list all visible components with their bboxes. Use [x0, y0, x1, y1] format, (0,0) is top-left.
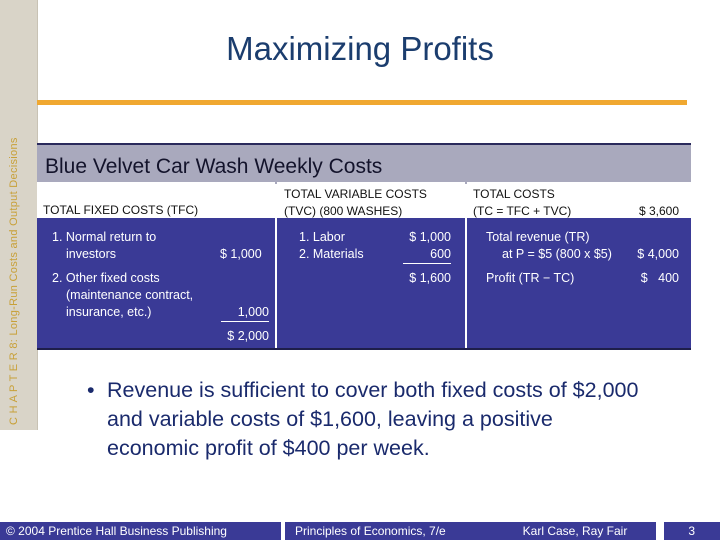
fixed-item2-line1: 2. Other fixed costs	[52, 271, 160, 285]
variable-item1-label: 1. Labor	[299, 230, 345, 244]
fixed-total: $ 2,000	[227, 329, 269, 343]
revenue-label-line2: at P = $5 (800 x $5)	[502, 247, 612, 261]
profit-label: Profit (TR − TC)	[486, 271, 575, 285]
fixed-item2-value: 1,000	[221, 304, 269, 322]
fixed-item1-value: $ 1,000	[220, 247, 262, 261]
total-costs-header-line2: (TC = TFC + TVC)	[473, 204, 572, 218]
variable-item2-label: 2. Materials	[299, 247, 364, 261]
cost-table	[37, 184, 691, 350]
page-number-value: 3	[688, 524, 695, 538]
fixed-item2-line2: (maintenance contract,	[66, 288, 194, 302]
bullet-marker: •	[87, 378, 95, 402]
chapter-label: C H A P T E R 8: Long-Run Costs and Output Decisions	[8, 137, 20, 425]
revenue-value: $ 4,000	[637, 247, 679, 261]
fixed-costs-header-cell	[37, 182, 275, 218]
variable-costs-header-line2: (TVC) (800 WASHES)	[284, 204, 403, 218]
variable-costs-header-line1: TOTAL VARIABLE COSTS	[284, 187, 427, 201]
footer-book: Principles of Economics, 7/e	[285, 522, 495, 540]
variable-item2-value: 600	[403, 246, 451, 264]
fixed-item1-line1: 1. Normal return to	[52, 230, 157, 244]
total-costs-header-value: $ 3,600	[638, 204, 679, 218]
variable-item1-value: $ 1,000	[409, 230, 451, 244]
footer-authors: Karl Case, Ray Fair	[494, 522, 656, 540]
title-divider	[37, 100, 687, 105]
fixed-item2-line3: insurance, etc.)	[66, 305, 152, 319]
fixed-item1-line2: investors	[66, 247, 117, 261]
table-title: Blue Velvet Car Wash Weekly Costs	[45, 155, 383, 178]
total-costs-header-line1: TOTAL COSTS	[473, 187, 555, 201]
revenue-label-line1: Total revenue (TR)	[486, 230, 590, 244]
chapter-sidebar	[0, 0, 38, 430]
footer-copyright: © 2004 Prentice Hall Business Publishing	[0, 522, 281, 540]
table-header	[37, 143, 691, 185]
bullet-text: Revenue is sufficient to cover both fixed costs of $2,000 and variable costs of $1,600, leaving a positive economic profit of $400 per week.	[107, 378, 639, 460]
variable-costs-header-cell	[277, 182, 465, 218]
variable-total: $ 1,600	[409, 271, 451, 285]
fixed-costs-header: TOTAL FIXED COSTS (TFC)	[43, 203, 199, 217]
slide-title: Maximizing Profits	[226, 30, 494, 67]
page-number	[664, 522, 720, 540]
profit-value: $ 400	[640, 271, 679, 285]
total-costs-header-cell	[467, 182, 691, 218]
footer	[0, 522, 720, 540]
